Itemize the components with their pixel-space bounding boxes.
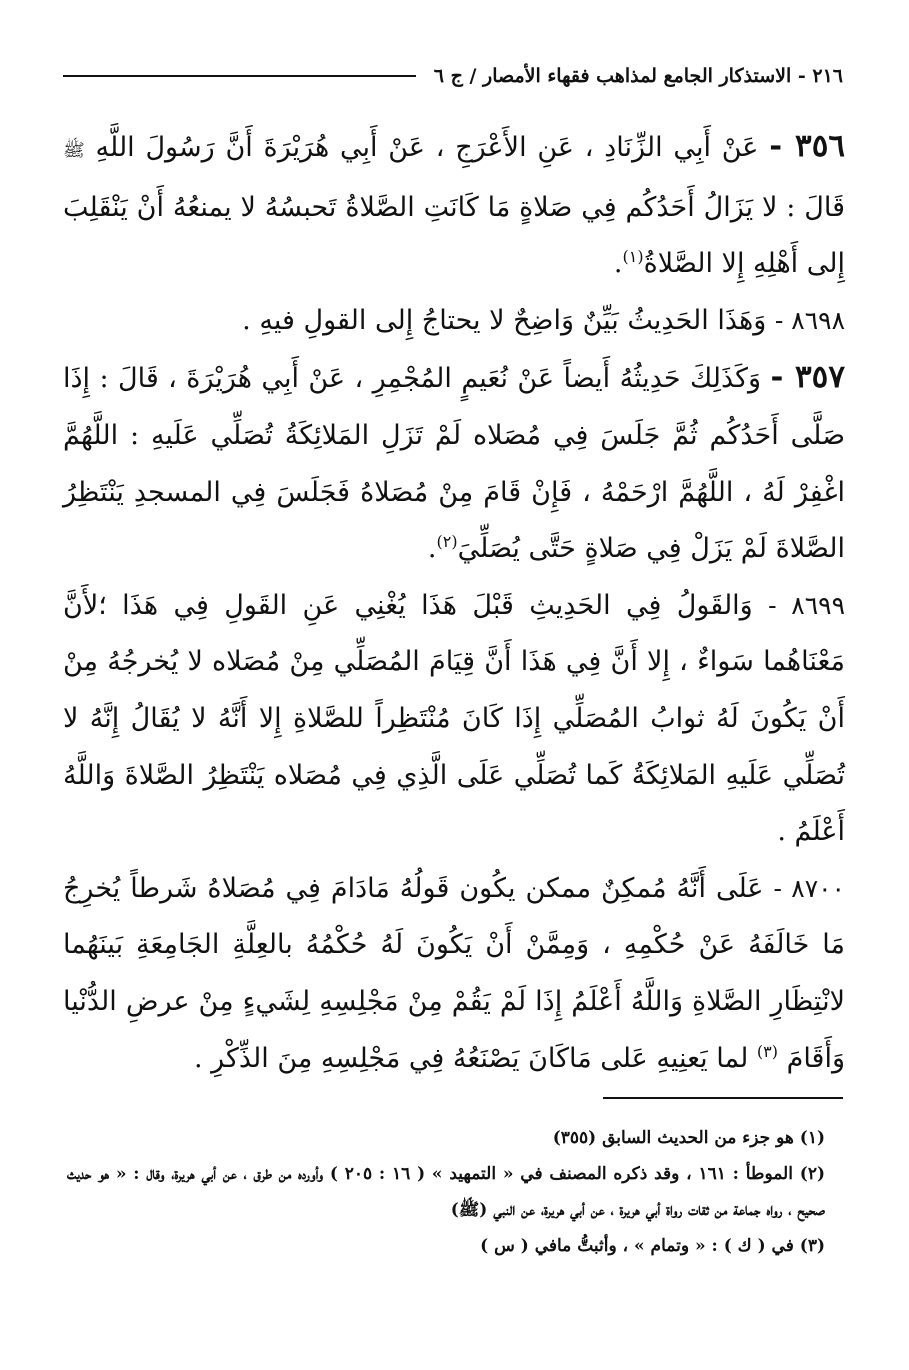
- salla-symbol: ﷺ: [63, 140, 85, 161]
- paragraph-number: ٨٦٩٩ -: [768, 590, 846, 620]
- footnote-2: (٢) الموطأ : ١٦١ ، وقد ذكره المصنف في « التمهيد » ( ١٦ : ٢٠٥ ) وأورده من طرق ، عن أبي هريرة، وقال : « هو حديث صحيح ، رواه جماعة من ثقات رواة أبي هريرة ، عن أبي هريرة، عن النبي (ﷺ): [67, 1164, 825, 1220]
- paragraph-text: وَكَذَلِكَ حَدِيثُهُ أَيضاً عَنْ نُعَيمٍ المُجْمِرِ ، عَنْ أَبِي هُرَيْرَةَ ، قَالَ : إِذَا صَلَّى أَحَدُكُم ثُمَّ جَلَسَ فِي مُصَلاه لَمْ تَزَلِ المَلائِكَةُ تُصَلِّي عَلَيهِ : اللَّهُمَّ اغْفِرْ لَهُ ، اللَّهُمَّ ارْحَمْهُ ، فَإِنْ قَامَ مِنْ مُصَلاهُ فَجَلَسَ فِي المسجدِ يَنْتَظِرُ الصَّلاةَ لَمْ يَزَلْ فِي صَلاةٍ حَتَّى يُصَلِّيَ: [63, 363, 845, 565]
- paragraph-text: .: [427, 533, 437, 565]
- header-rule: [63, 75, 416, 77]
- paragraph-text: لما يَعنِيهِ عَلى مَاكَانَ يَصْنَعُهُ فِي مَجْلِسِهِ مِنَ الذِّكْرِ .: [193, 1042, 757, 1074]
- footnote-1: (١) هو جزء من الحديث السابق (٣٥٥): [552, 1128, 825, 1148]
- hadith-number: ٣٥٧ -: [770, 359, 845, 396]
- paragraph-text: قَالَ : لا يَزَالُ أَحَدُكُم فِي صَلاةٍ مَا كَانَتِ الصَّلاةُ تَحبسُهُ لا يمنعُهُ أَنْ يَنْقَلِبَ إِلى أَهْلِهِ إِلا الصَّلاةُ: [63, 191, 845, 280]
- footnote-marker[interactable]: (٣): [756, 1041, 779, 1061]
- paragraph-text: وَالقَولُ فِي الحَدِيثِ قَبْلَ هَذَا يُغْنِي عَنِ القَولِ فِي هَذَا ؛لأَنَّ مَعْنَاهُما سَواءٌ ، إِلا أَنَّ فِي هَذَا أَنَّ قِيَامَ المُصَلِّي مِنْ مُصَلاه لا يُخرجُهُ مِنْ أَنْ يَكُونَ لَهُ ثوابُ المُصَلِّي إِذَا كَانَ مُنْتَظِراً للصَّلاةِ إِلا أَنَّهُ لا يُقَالُ إِنَّهُ لا تُصَلِّي عَلَيهِ المَلائِكَةُ كَما تُصَلِّي عَلَى الَّذِي فِي مُصَلاه يَنْتَظِرُ الصَّلاةَ وَاللَّهُ أَعْلَمُ .: [63, 589, 845, 848]
- commentary-8699: [63, 578, 845, 861]
- footnote-3: (٣) في ( ك ) : « وتمام » ، وأثبتُّ مافي ( س ): [480, 1236, 825, 1256]
- hadith-number: ٣٥٦ -: [769, 128, 845, 164]
- paragraph-number: ٨٧٠٠ -: [773, 873, 845, 903]
- footnotes: [67, 1120, 825, 1264]
- paragraph-text: .: [613, 248, 623, 280]
- header-title: ٢١٦ - الاستذكار الجامع لمذاهب فقهاء الأمصار / ج ٦: [433, 65, 843, 87]
- paragraph-text: عَلَى أَنَّهُ مُمكِنٌ ممكن يكُون قَولُهُ مَادَامَ فِي مُصَلاهُ شَرطاً يُخرِجُ مَا خَالَفَهُ عَنْ حُكْمِهِ ، وَمِمَّنْ أَنْ يَكُونَ لَهُ حُكْمُهُ بالعِلَّةِ الجَامِعَةِ بَينَهُما لانْتِظَارِ الصَّلاةِ وَاللَّهُ أَعْلَمُ إِذَا لَمْ يَقُمْ مِنْ مَجْلِسِهِ لِشَيءٍ مِنْ عرضِ الدُّنْيا وَأَقَامَ: [63, 872, 845, 1074]
- main-text: [63, 118, 845, 1087]
- hadith-356: [63, 118, 845, 293]
- commentary-8698: [63, 293, 845, 350]
- footnote-divider: [603, 1097, 843, 1099]
- paragraph-number: ٨٦٩٨ -: [774, 305, 845, 335]
- paragraph-text: عَنْ أَبِي الزِّنَادِ ، عَنِ الأَعْرَجِ ، عَنْ أَبِي هُرَيْرَةَ أَنَّ رَسُولَ اللَّهِ: [84, 132, 759, 163]
- hadith-357: [63, 349, 845, 577]
- footnote-marker[interactable]: (١): [622, 247, 644, 267]
- paragraph-text: وَهَذَا الحَدِيثُ بَيِّنٌ وَاضِحٌ لا يحتاجُ إِلى القولِ فيهِ .: [242, 304, 767, 336]
- commentary-8700: [63, 861, 845, 1087]
- footnote-marker[interactable]: (٢): [436, 532, 458, 552]
- running-header: [63, 58, 843, 94]
